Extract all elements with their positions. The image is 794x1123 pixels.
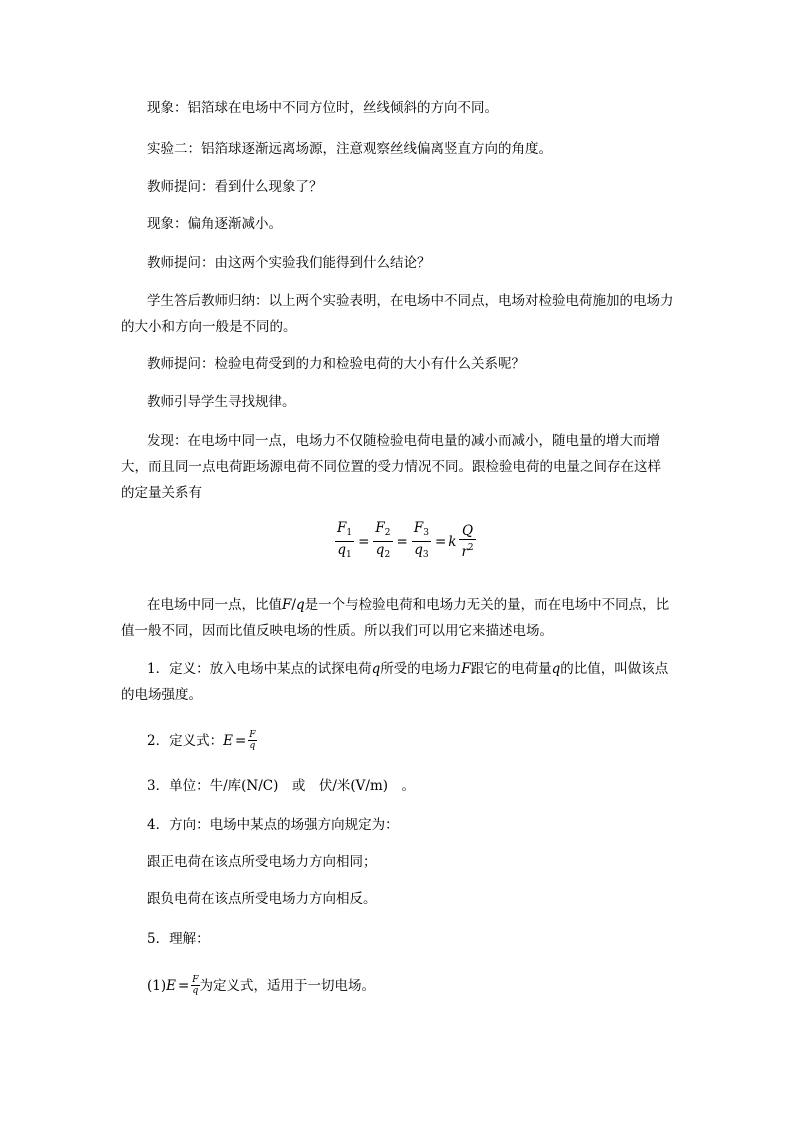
understand-item-1: (1) E = $\frac{F}{q}$ 为定义式，适用于一切电场。: [147, 975, 376, 996]
discovery-paragraph: 发现：在电场中同一点，电场力不仅随检验电荷电量的减小而减小，随电量的增大而增大，而且同一点电荷距场源电荷不同位置的受力情况不同。跟检验电荷的电量之间存在这样的定量关系有: [121, 433, 661, 501]
teacher-question-1: 教师提问：看到什么现象了？: [147, 179, 323, 195]
experiment-2: 实验二：铝箔球逐渐远离场源，注意观察丝线偏离竖直方向的角度。: [147, 141, 552, 157]
definition-formula: 2．定义式： E = $\frac{F}{q}$: [147, 730, 256, 751]
fraction-f2-q2: $\frac{F_2}{q_2}$: [375, 520, 391, 560]
fraction-q-r2: $\frac{Q}{r^2}$: [461, 523, 474, 560]
fraction-f-q: $\frac{F}{q}$: [249, 730, 256, 751]
negative-charge-line: 跟负电荷在该点所受电场力方向相反。: [147, 891, 377, 907]
ratio-paragraph: 在电场中同一点，比值F/q是一个与检验电荷和电场力无关的量，而在电场中不同点，比值一般不同，因而比值反映电场的性质。所以我们可以用它来描述电场。: [121, 597, 670, 639]
definition-paragraph: 1．定义：放入电场中某点的试探电荷q所受的电场力F跟它的电荷量q的比值，叫做该点的电场强度。: [121, 661, 669, 703]
positive-charge-line: 跟正电荷在该点所受电场力方向相同；: [147, 854, 377, 870]
direction-line: 4．方向：电场中某点的场强方向规定为：: [147, 817, 399, 833]
understand-heading: 5．理解：: [147, 931, 210, 947]
phenomenon-2: 现象：偏角逐渐减小。: [147, 216, 282, 232]
teacher-question-2: 教师提问：由这两个实验我们能得到什么结论？: [147, 255, 431, 271]
fraction-f1-q1: $\frac{F_1}{q_1}$: [337, 520, 353, 560]
fraction-f3-q3: $\frac{F_3}{q_3}$: [413, 520, 429, 560]
teacher-question-3: 教师提问：检验电荷受到的力和检验电荷的大小有什么关系呢？: [147, 356, 525, 372]
teacher-summary: 学生答后教师归纳：以上两个实验表明，在电场中不同点，电场对检验电荷施加的电场力的大小和方向一般是不同的。: [121, 293, 674, 335]
teacher-guide: 教师引导学生寻找规律。: [147, 394, 296, 410]
fraction-f-q-item: $\frac{F}{q}$: [192, 975, 199, 996]
constant-k: k: [448, 533, 457, 550]
unit-line: 3．单位：牛/库(N/C) 或 伏/米(V/m) 。: [147, 778, 416, 794]
ratio-equation: $\frac{F_1}{q_1}$ = $\frac{F_2}{q_2}$ = $\frac{F_3}{q_3}$ = k $\frac{Q}{r^2}$: [333, 520, 478, 563]
phenomenon-1: 现象：铝箔球在电场中不同方位时，丝线倾斜的方向不同。: [147, 100, 498, 116]
